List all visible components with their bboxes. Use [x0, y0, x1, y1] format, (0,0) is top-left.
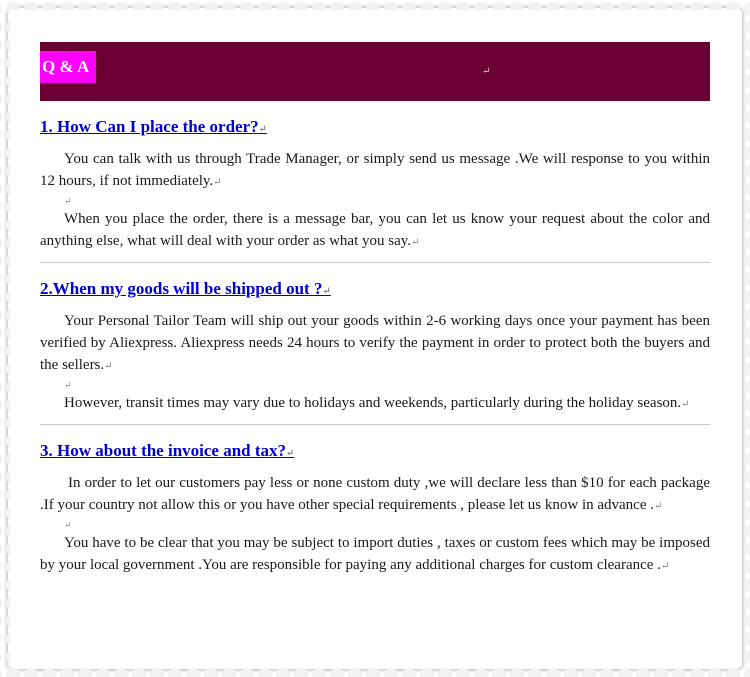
qa-title: Q & A — [40, 51, 96, 83]
answer-2-paragraph-2: However, transit times may vary due to holidays and weekends, particularly during the holiday season.↵ — [64, 395, 690, 411]
question-1: 1. How Can I place the order?↵ — [40, 117, 268, 136]
blank-line: ↵ — [64, 380, 72, 390]
section-divider — [40, 424, 710, 425]
answer-1-paragraph-1: You can talk with us through Trade Manager, or simply send us message .We will response to you within 12 hours, if not immediately.↵ — [40, 151, 710, 189]
answer-2-paragraph-1: Your Personal Tailor Team will ship out your goods within 2-6 working days once your payment has been verified by Aliexpress. Aliexpress needs 24 hours to verify the payment in order to protect both the buyers and the sellers.↵ — [40, 313, 710, 373]
paragraph-mark: ↵ — [482, 66, 491, 77]
section-divider — [40, 262, 710, 263]
blank-line: ↵ — [64, 520, 72, 530]
question-2: 2.When my goods will be shipped out ?↵ — [40, 279, 331, 298]
answer-3-paragraph-1: In order to let our customers pay less or none custom duty ,we will declare less than $10 for each package .If your country not allow this or you have other special requirements , please let us know in advance .↵ — [40, 475, 710, 513]
document-body — [40, 42, 710, 642]
answer-1-paragraph-2: When you place the order, there is a message bar, you can let us know your request about the color and anything else, what will deal with your order as what you say.↵ — [40, 211, 710, 249]
blank-line: ↵ — [64, 196, 72, 206]
question-3: 3. How about the invoice and tax?↵ — [40, 441, 295, 460]
qa-banner — [40, 42, 710, 101]
answer-3-paragraph-2: You have to be clear that you may be subject to import duties , taxes or custom fees which may be imposed by your local government .You are responsible for paying any additional charges for custom clearance .↵ — [40, 535, 710, 573]
